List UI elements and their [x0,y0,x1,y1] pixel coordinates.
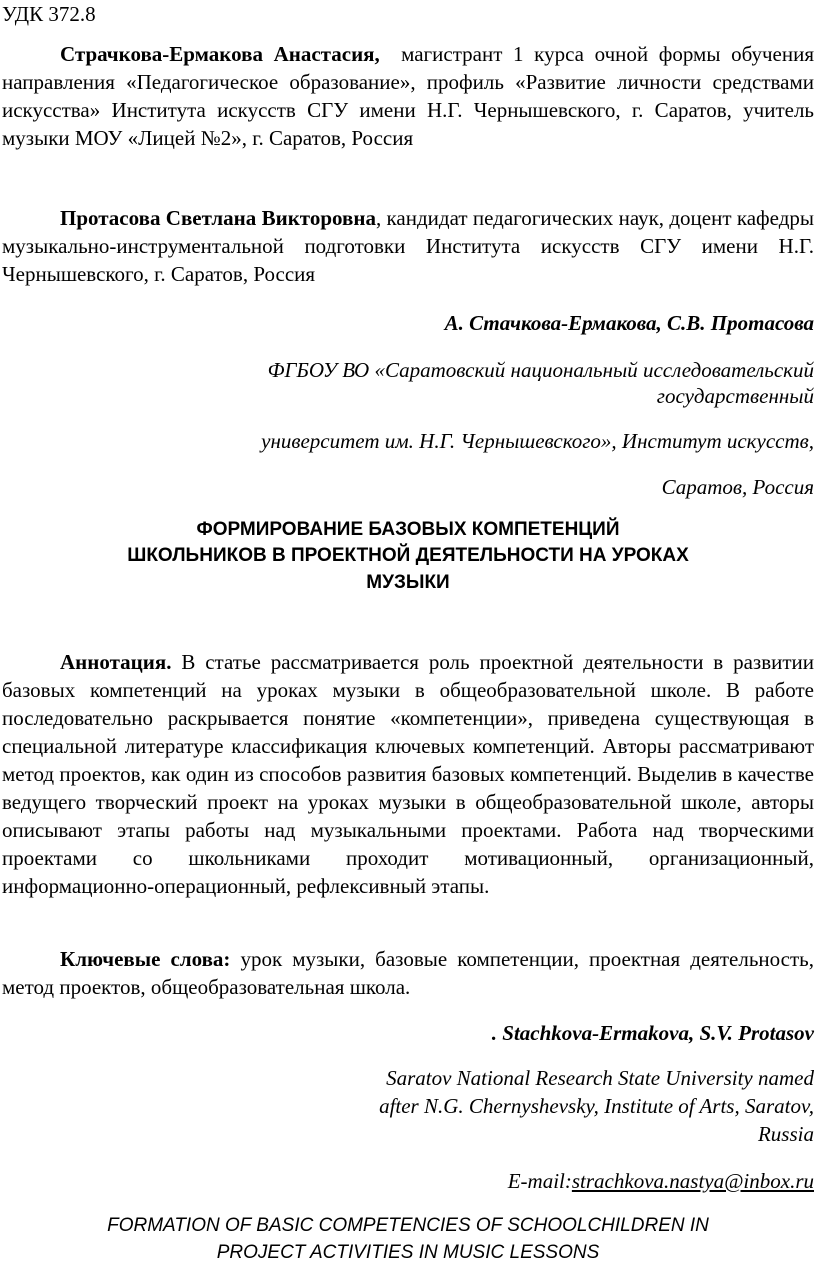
title-en-line1: FORMATION OF BASIC COMPETENCIES OF SCHOOLCHILDREN IN [107,1215,709,1236]
en-affiliation-line1: Saratov National Research State University named [386,1066,814,1090]
title-ru-line2: ШКОЛЬНИКОВ В ПРОЕКТНОЙ ДЕЯТЕЛЬНОСТИ НА УРОКАХ [127,545,689,566]
author1-text: магистрант 1 курса очной формы обучения направления «Педагогическое образование», профиль «Развитие личности средствами искусства» Института искусств СГУ имени Н.Г. Чернышевского, г. Саратов, учитель музыки МОУ «Лицей №2», г. Саратов, Россия [2,42,814,150]
title-ru-line3: МУЗЫКИ [366,572,450,593]
en-authors: . Stachkova-Ermakova, S.V. Protasov [491,1021,814,1045]
title-ru-line1: ФОРМИРОВАНИЕ БАЗОВЫХ КОМПЕТЕНЦИЙ [196,519,620,540]
author1-info [2,40,814,152]
annotation [2,648,814,900]
ru-affiliation-line2: государственный [656,384,814,408]
ru-affiliation-line3: университет им. Н.Г. Чернышевского», Институт искусств, [261,429,814,453]
email-label: E-mail: [507,1169,572,1193]
keywords-text: урок музыки, базовые компетенции, проектная деятельность, метод проектов, общеобразовательная школа. [2,947,815,999]
udk-code: УДК 372.8 [2,2,96,26]
ru-affiliation-line1: ФГБОУ ВО «Саратовский национальный исследовательский [267,358,814,382]
author2-text: , кандидат педагогических наук, доцент кафедры музыкально-инструментальной подготовки Института искусств СГУ имени Н.Г. Чернышевского, г. Саратов, Россия [2,206,814,286]
annotation-text: В статье рассматривается роль проектной деятельности в развитии базовых компетенций на уроках музыки в общеобразовательной школе. В работе последовательно раскрывается понятие «компетенции», приведена существующая в специальной литературе классификация ключевых компетенций. Авторы рассматривают метод проектов, как один из способов развития базовых компетенций. Выделив в качестве ведущего творческий проект на уроках музыки в общеобразовательной школе, авторы описывают этапы работы над музыкальными проектами. Работа над творческими проектами со школьниками проходит мотивационный, организационный, информационно-операционный, рефлексивный этапы. [2,650,814,898]
email-link[interactable]: strachkova.nastya@inbox.ru [571,1169,814,1193]
ru-authors: А. Стачкова-Ермакова, С.В. Протасова [444,311,814,335]
author1-name: Страчкова-Ермакова Анастасия, [60,42,380,66]
en-email-line [508,1168,814,1194]
annotation-label: Аннотация. [60,650,172,674]
en-affiliation-line3: Russia [757,1122,814,1146]
keywords [2,945,814,1001]
keywords-label: Ключевые слова: [60,947,231,971]
author2-info [2,204,814,288]
author2-name: Протасова Светлана Викторовна [60,206,376,230]
en-affiliation-line2: after N.G. Chernyshevsky, Institute of Arts, Saratov, [379,1094,814,1118]
title-en-line2: PROJECT ACTIVITIES IN MUSIC LESSONS [216,1242,600,1263]
ru-affiliation-line4: Саратов, Россия [661,475,814,499]
